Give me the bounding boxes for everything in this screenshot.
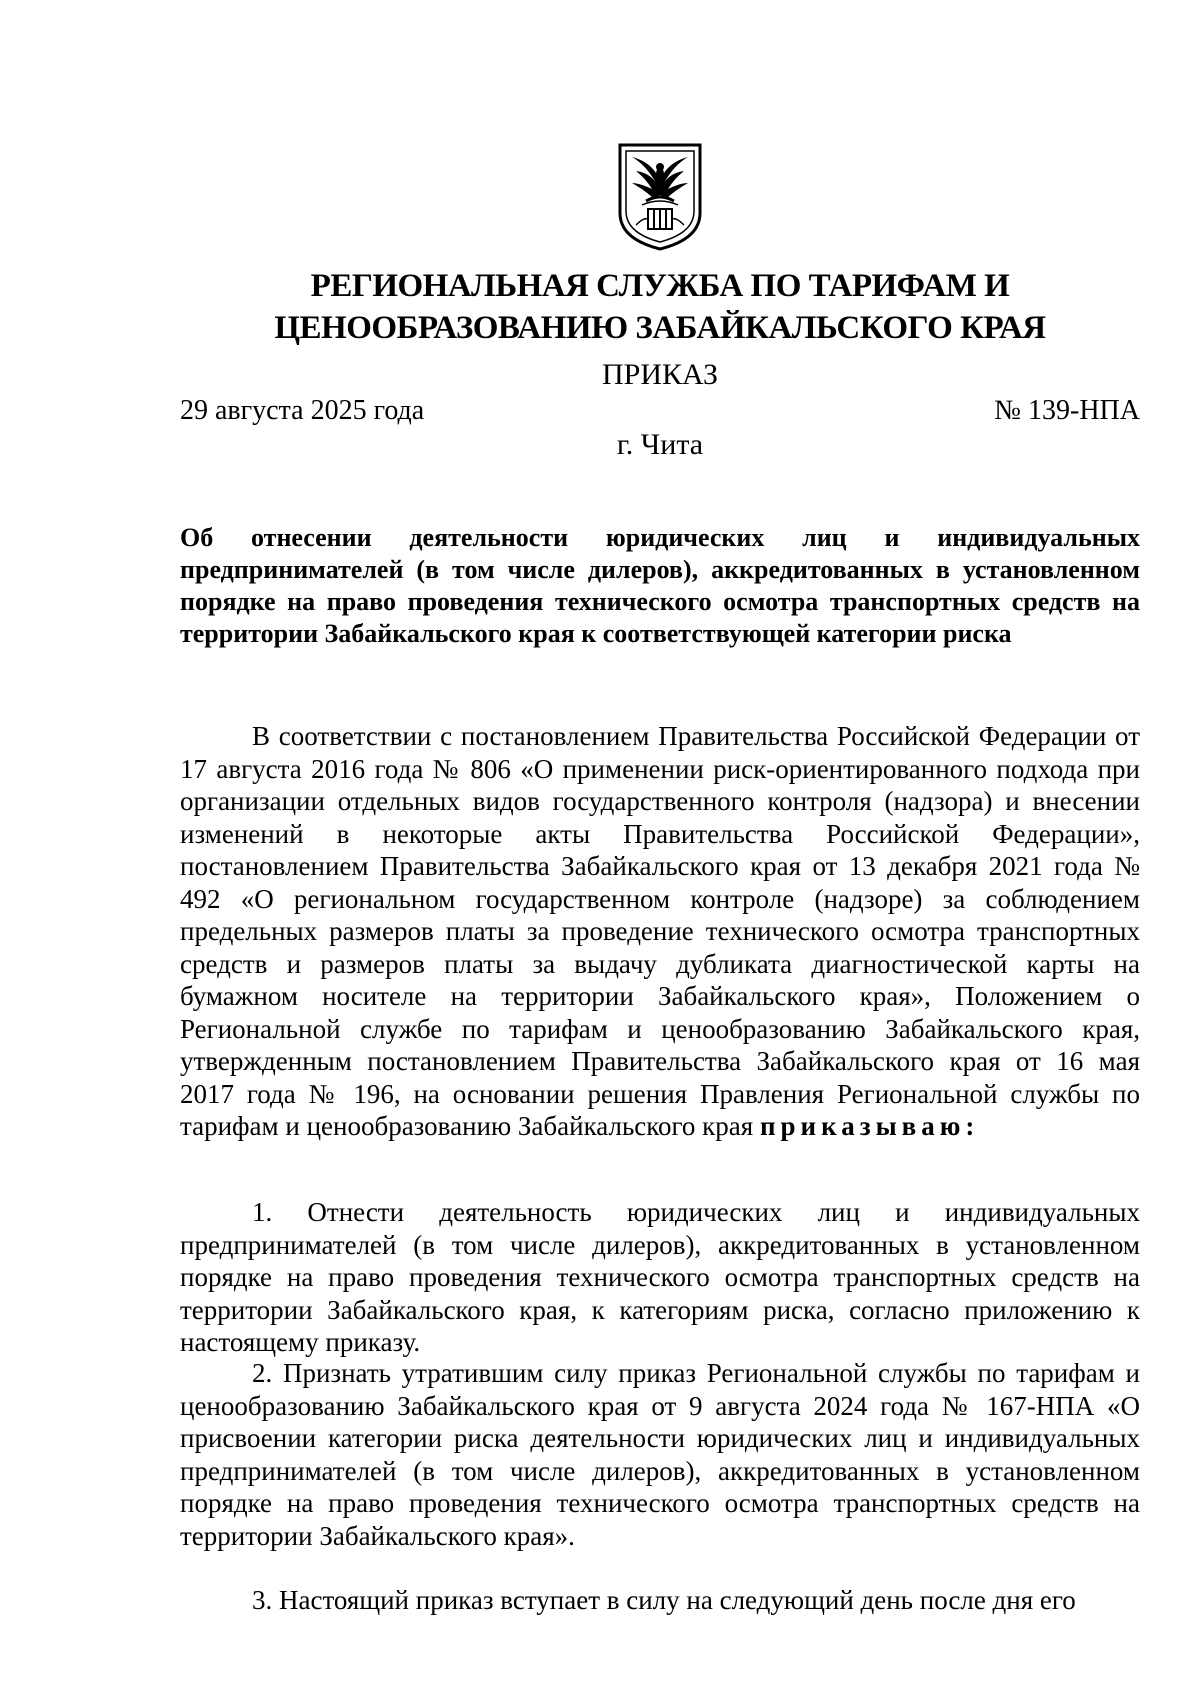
order-date: 29 августа 2025 года [180, 395, 425, 426]
organization-title-line-2: ЦЕНООБРАЗОВАНИЮ ЗАБАЙКАЛЬСКОГО КРАЯ [274, 310, 1046, 346]
order-verb: приказываю [759, 1111, 966, 1141]
order-heading: ПРИКАЗ [602, 358, 718, 391]
organization-title-line-1: РЕГИОНАЛЬНАЯ СЛУЖБА ПО ТАРИФАМ И [310, 268, 1010, 304]
order-subject: Об отнесении деятельности юридических лиц и индивидуальных предпринимателей (в том числе дилеров), аккредитованных в установленном порядке на право проведения технического осмотра транспортных средств на территории Забайкальского края к соответствующей категории риска [180, 523, 1140, 648]
order-item-1: 1. Отнести деятельность юридических лиц и индивидуальных предпринимателей (в том числе дилеров), аккредитованных в установленном порядке на право проведения технического осмотра транспортных средств на территории Забайкальского края, к категориям риска, согласно приложению к настоящему приказу. [180, 1197, 1140, 1357]
coat-of-arms-icon [616, 143, 704, 251]
order-item-3: 3. Настоящий приказ вступает в силу на следующий день после дня его [252, 1585, 1076, 1615]
preamble-text: В соответствии с постановлением Правительства Российской Федерации от 17 августа 2016 года № 806 «О применении риск-ориентированного подхода при организации отдельных видов государственного контроля (надзора) и внесении изменений в некоторые акты Правительства Российской Федерации», постановлением Правительства Забайкальского края от 13 декабря 2021 года № 492 «О региональном государственном контроле (надзоре) за соблюдением предельных размеров платы за проведение технического осмотра транспортных средств и размеров платы за выдачу дубликата диагностической карты на бумажном носителе на территории Забайкальского края», Положением о Региональной службе по тарифам и ценообразованию Забайкальского края, утвержденным постановлением Правительства Забайкальского края от 16 мая 2017 года № 196, на основании решения Правления Региональной службы по тарифам и ценообразованию Забайкальского края [180, 721, 1140, 1141]
order-verb-colon: : [965, 1111, 975, 1141]
order-number: № 139-НПА [994, 395, 1140, 426]
order-item-2: 2. Признать утратившим силу приказ Региональной службы по тарифам и ценообразованию Забайкальского края от 9 августа 2024 года № 167-НПА «О присвоении категории риска деятельности юридических лиц и индивидуальных предпринимателей (в том числе дилеров), аккредитованных в установленном порядке на право проведения технического осмотра транспортных средств на территории Забайкальского края». [180, 1358, 1140, 1551]
preamble-paragraph [180, 720, 1140, 1143]
order-city: г. Чита [616, 428, 704, 461]
organization-title [180, 265, 1140, 349]
